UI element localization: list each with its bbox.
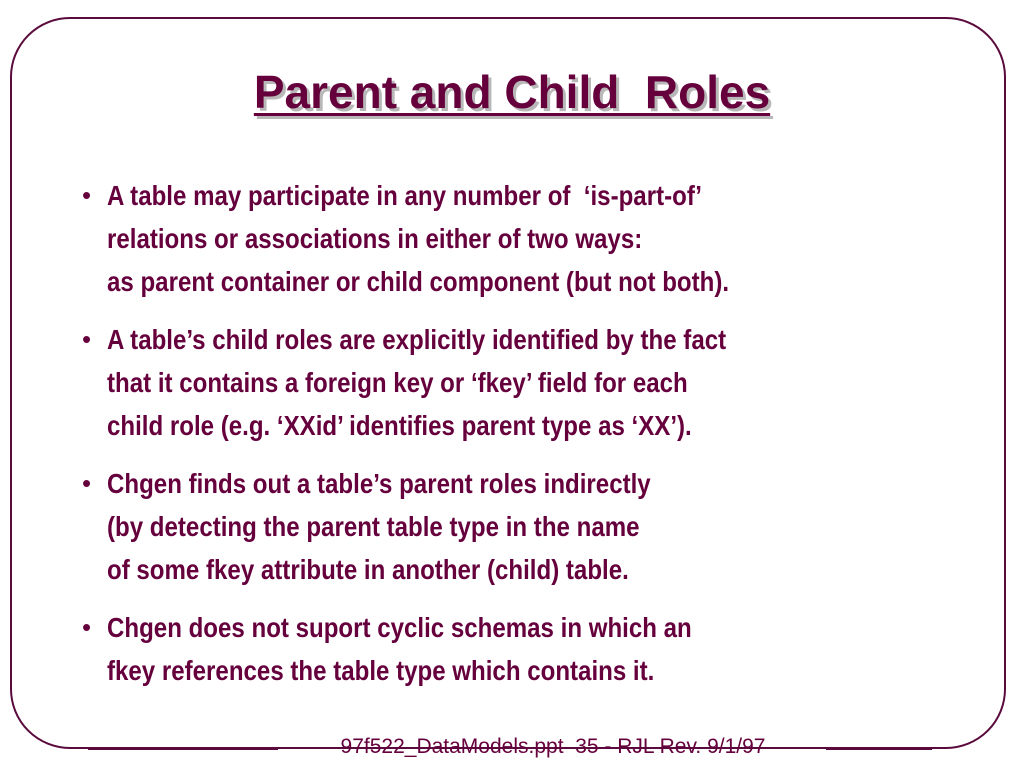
- bullet-marker: •: [82, 468, 92, 498]
- bullet-line: Chgen does not suport cyclic schemas in which an: [107, 612, 692, 643]
- bullet-line: Chgen finds out a table’s parent roles indirectly: [107, 468, 651, 499]
- slide-title: Parent and Child Roles: [253, 66, 771, 118]
- bullet-item: [82, 318, 982, 447]
- bullet-line: relations or associations in either of two ways:: [107, 223, 643, 254]
- bullet-marker: •: [82, 612, 92, 642]
- bullet-line: A table may participate in any number of ‘is-part-of’: [107, 180, 702, 211]
- bullet-line: as parent container or child component (but not both).: [107, 266, 730, 297]
- bullet-line: fkey references the table type which contains it.: [107, 655, 655, 686]
- bullet-line: child role (e.g. ‘XXid’ identifies parent type as ‘XX’).: [107, 410, 692, 441]
- bullet-line: (by detecting the parent table type in the name: [107, 511, 640, 542]
- slide-footer: 97f522_DataModels.ppt 35 - RJL Rev. 9/1/97: [340, 735, 766, 758]
- bullet-line: of some fkey attribute in another (child) table.: [107, 554, 629, 585]
- bullet-item: [82, 174, 982, 303]
- bullet-item: [82, 462, 982, 591]
- footer-divider-left: [88, 748, 278, 750]
- bullet-list: [82, 174, 982, 707]
- bullet-line: that it contains a foreign key or ‘fkey’ field for each: [107, 367, 688, 398]
- bullet-marker: •: [82, 180, 92, 210]
- bullet-line: A table’s child roles are explicitly identified by the fact: [107, 324, 727, 355]
- bullet-marker: •: [82, 324, 92, 354]
- bullet-item: [82, 606, 982, 692]
- footer-divider-right: [826, 748, 932, 750]
